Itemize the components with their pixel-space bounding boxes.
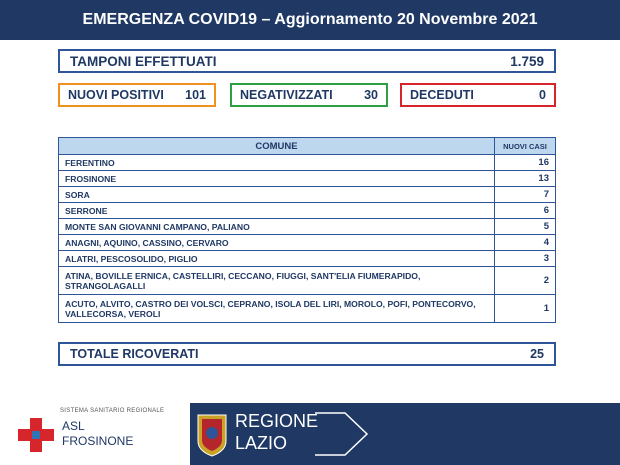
nuovi-positivi-box [58,83,216,107]
tamponi-label: TAMPONI EFFETTUATI [70,53,217,69]
casi-cell: 5 [495,219,556,235]
table-row [59,171,556,187]
table-header-row [59,138,556,155]
asl-label: ASL [62,419,85,433]
deceduti-value: 0 [539,88,546,102]
totale-ricoverati-label: TOTALE RICOVERATI [70,347,199,361]
tamponi-value: 1.759 [510,53,544,69]
comune-cell: FROSINONE [59,171,495,187]
table-row [59,267,556,295]
casi-cell: 13 [495,171,556,187]
comuni-table [58,137,556,323]
deceduti-box [400,83,556,107]
red-cross-logo-icon [18,418,54,452]
comune-cell: MONTE SAN GIOVANNI CAMPANO, PALIANO [59,219,495,235]
negativizzati-value: 30 [364,88,378,102]
deceduti-label: DECEDUTI [410,88,474,102]
casi-cell: 4 [495,235,556,251]
totale-ricoverati-value: 25 [530,347,544,361]
regione-label: REGIONE [235,411,319,431]
table-row [59,187,556,203]
page-title: EMERGENZA COVID19 – Aggiornamento 20 Novembre 2021 [82,11,538,28]
negativizzati-label: NEGATIVIZZATI [240,88,333,102]
comune-cell: SORA [59,187,495,203]
casi-cell: 1 [495,295,556,323]
nuovi-positivi-label: NUOVI POSITIVI [68,88,164,102]
casi-cell: 7 [495,187,556,203]
banner-decoration [315,403,375,465]
asl-logo [0,398,190,465]
comune-cell: SERRONE [59,203,495,219]
regione-lazio-emblem-icon [196,413,228,457]
table-row [59,235,556,251]
table-row [59,203,556,219]
negativizzati-box [230,83,388,107]
casi-cell: 2 [495,267,556,295]
comune-cell: FERENTINO [59,155,495,171]
casi-cell: 3 [495,251,556,267]
asl-frosinone-label: FROSINONE [62,434,134,448]
regione-lazio-banner [190,403,620,465]
tamponi-box [58,49,556,73]
nuovi-positivi-value: 101 [185,88,206,102]
table-row [59,251,556,267]
comune-column-header: COMUNE [59,138,495,155]
lazio-label: LAZIO [235,433,288,453]
comune-cell: ALATRI, PESCOSOLIDO, PIGLIO [59,251,495,267]
casi-cell: 6 [495,203,556,219]
ssr-caption: SISTEMA SANITARIO REGIONALE [60,408,165,414]
comune-cell: ACUTO, ALVITO, CASTRO DEI VOLSCI, CEPRANO, ISOLA DEL LIRI, MOROLO, POFI, PONTECORVO, VALLECORSA, VEROLI [59,295,495,323]
table-row [59,155,556,171]
comune-cell: ANAGNI, AQUINO, CASSINO, CERVARO [59,235,495,251]
comune-cell: ATINA, BOVILLE ERNICA, CASTELLIRI, CECCANO, FIUGGI, SANT'ELIA FIUMERAPIDO, STRANGOLAGALLI [59,267,495,295]
nuovi-casi-column-header: NUOVI CASI [495,138,556,155]
page-header [0,0,620,40]
casi-cell: 16 [495,155,556,171]
table-row [59,219,556,235]
totale-ricoverati-box [58,342,556,366]
table-row [59,295,556,323]
